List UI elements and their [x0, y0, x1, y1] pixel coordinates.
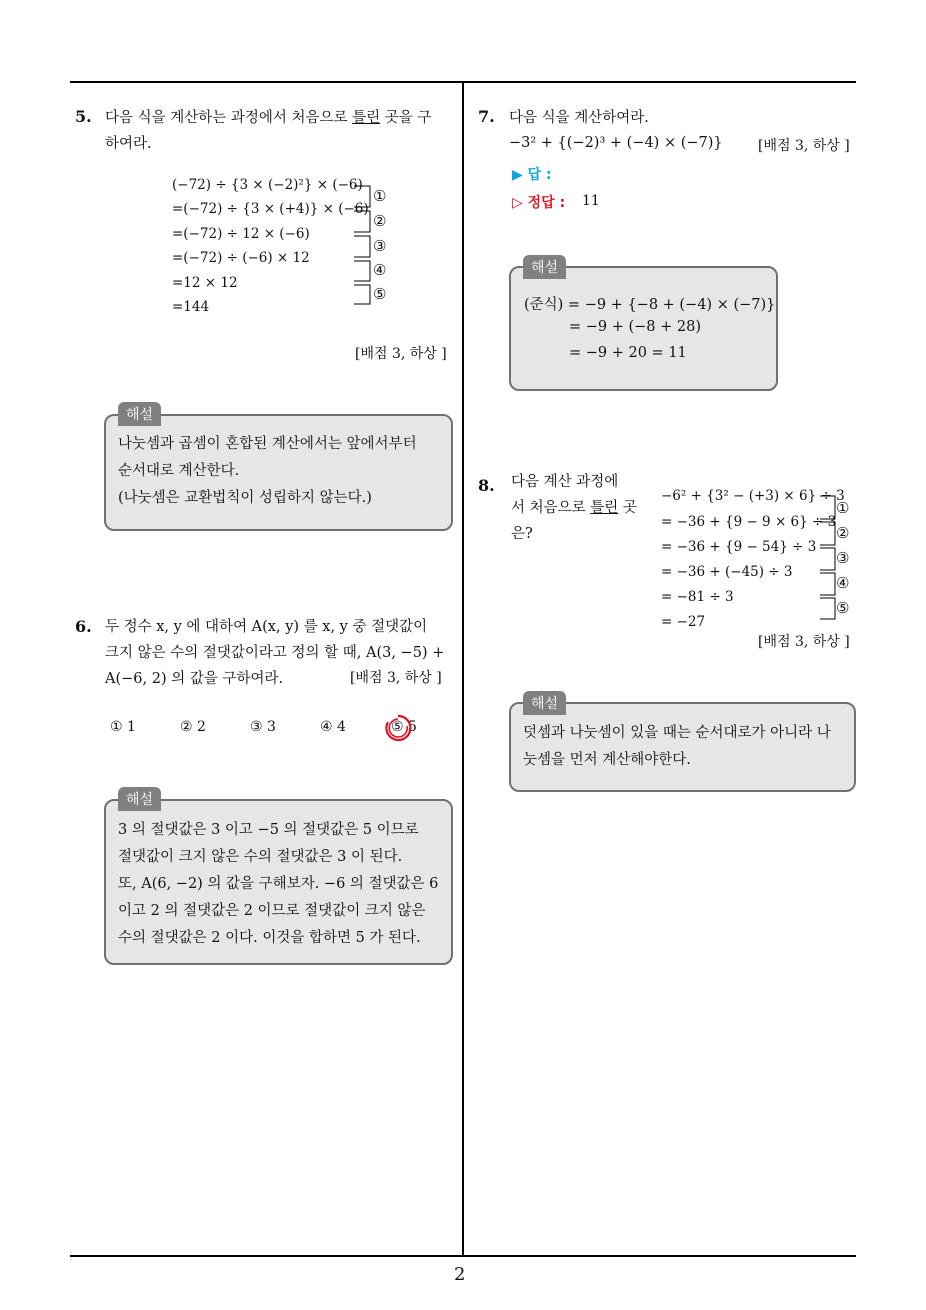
q8-explanation-label: 해설: [523, 691, 566, 715]
q5-marker-4: ④: [373, 261, 387, 279]
q5-step: =(−72) ÷ (−6) × 12: [172, 250, 310, 266]
question-5-number: 5.: [75, 107, 92, 126]
q7-explanation-label: 해설: [523, 255, 566, 279]
question-7-number: 7.: [478, 107, 495, 126]
q7-expression: −3² + {(−2)³ + (−4) × (−7)}: [509, 135, 723, 151]
q8-marker-3: ③: [836, 549, 850, 567]
q8-score: [배점 3, 하상 ]: [758, 634, 850, 650]
q5-step: =144: [172, 299, 210, 315]
q8-marker-2: ②: [836, 524, 850, 542]
question-8-number: 8.: [478, 476, 495, 495]
q6-option-5[interactable]: ⑤ 5: [391, 719, 417, 735]
bottom-rule: [70, 1255, 856, 1257]
q6-explanation-text: 3 의 절댓값은 3 이고 −5 의 절댓값은 5 이므로 절댓값이 크지 않은 수의 절댓값은 3 이 된다. 또, A(6, −2) 의 값을 구해보자. −6 의 절댓값은 6 이고 2 의 절댓값은 2 이므로 절댓값이 크지 않은 수의 절댓값은 2 이다. 이것을 합하면 5 가 된다.: [118, 822, 439, 946]
answer-circle-icon: [383, 713, 413, 743]
q6-option-1[interactable]: ① 1: [110, 719, 136, 735]
page-number: 2: [454, 1264, 466, 1285]
q7-explanation-line-3: = −9 + 20 = 11: [569, 345, 687, 361]
q8-marker-1: ①: [836, 499, 850, 517]
q8-step: = −27: [661, 614, 706, 630]
q5-step: =(−72) ÷ 12 × (−6): [172, 226, 310, 242]
q8-step: = −36 + {9 − 9 × 6} ÷ 3: [661, 514, 837, 530]
q5-explanation-label: 해설: [118, 402, 161, 426]
q7-score: [배점 3, 하상 ]: [758, 138, 850, 154]
q8-marker-5: ⑤: [836, 599, 850, 617]
q6-explanation-label: 해설: [118, 787, 161, 811]
question-8-text: 다음 계산 과정에 서 처음으로 틀린 곳 은?: [511, 474, 637, 542]
q8-step: −6² + {3² − (+3) × 6} ÷ 3: [661, 488, 845, 504]
q5-marker-5: ⑤: [373, 285, 387, 303]
q5-marker-2: ②: [373, 212, 387, 230]
q5-step: =(−72) ÷ {3 × (+4)} × (−6): [172, 201, 369, 217]
question-7-text: 다음 식을 계산하여라.: [509, 110, 649, 126]
q8-step: = −81 ÷ 3: [661, 589, 734, 605]
q5-step: =12 × 12: [172, 275, 238, 291]
q5-marker-3: ③: [373, 237, 387, 255]
q5-score: [배점 3, 하상 ]: [355, 346, 447, 362]
q7-explanation-line-1: (준식) = −9 + {−8 + (−4) × (−7)}: [524, 297, 776, 313]
q7-correct-label: ▷ 정답 :: [512, 195, 566, 211]
q5-marker-1: ①: [373, 187, 387, 205]
q6-score: [배점 3, 하상 ]: [350, 670, 442, 686]
q7-explanation-line-2: = −9 + (−8 + 28): [569, 319, 702, 335]
column-divider: [462, 82, 464, 1257]
q6-option-3[interactable]: ③ 3: [250, 719, 276, 735]
q7-correct-value: 11: [582, 193, 600, 209]
q7-answer-label: ▶ 답 :: [512, 167, 552, 183]
q8-marker-4: ④: [836, 574, 850, 592]
q6-option-4[interactable]: ④ 4: [320, 719, 346, 735]
question-6-text: 두 정수 x, y 에 대하여 A(x, y) 를 x, y 중 절댓값이 크지 않은 수의 절댓값이라고 정의 할 때, A(3, −5) + A(−6, 2) 의 값을 구하여라.: [105, 619, 445, 687]
q8-explanation-text: 덧셈과 나눗셈이 있을 때는 순서대로가 아니라 나 눗셈을 먼저 계산해야한다.: [523, 725, 831, 768]
q6-option-2[interactable]: ② 2: [180, 719, 206, 735]
question-6-number: 6.: [75, 617, 92, 636]
question-5-text: 다음 식을 계산하는 과정에서 처음으로 틀린 곳을 구 하여라.: [105, 110, 432, 152]
q8-step: = −36 + (−45) ÷ 3: [661, 564, 793, 580]
q5-explanation-text: 나눗셈과 곱셈이 혼합된 계산에서는 앞에서부터 순서대로 계산한다. (나눗셈은 교환법칙이 성립하지 않는다.): [118, 436, 417, 506]
q5-step: (−72) ÷ {3 × (−2)²} × (−6): [172, 177, 363, 193]
q8-step: = −36 + {9 − 54} ÷ 3: [661, 539, 817, 555]
